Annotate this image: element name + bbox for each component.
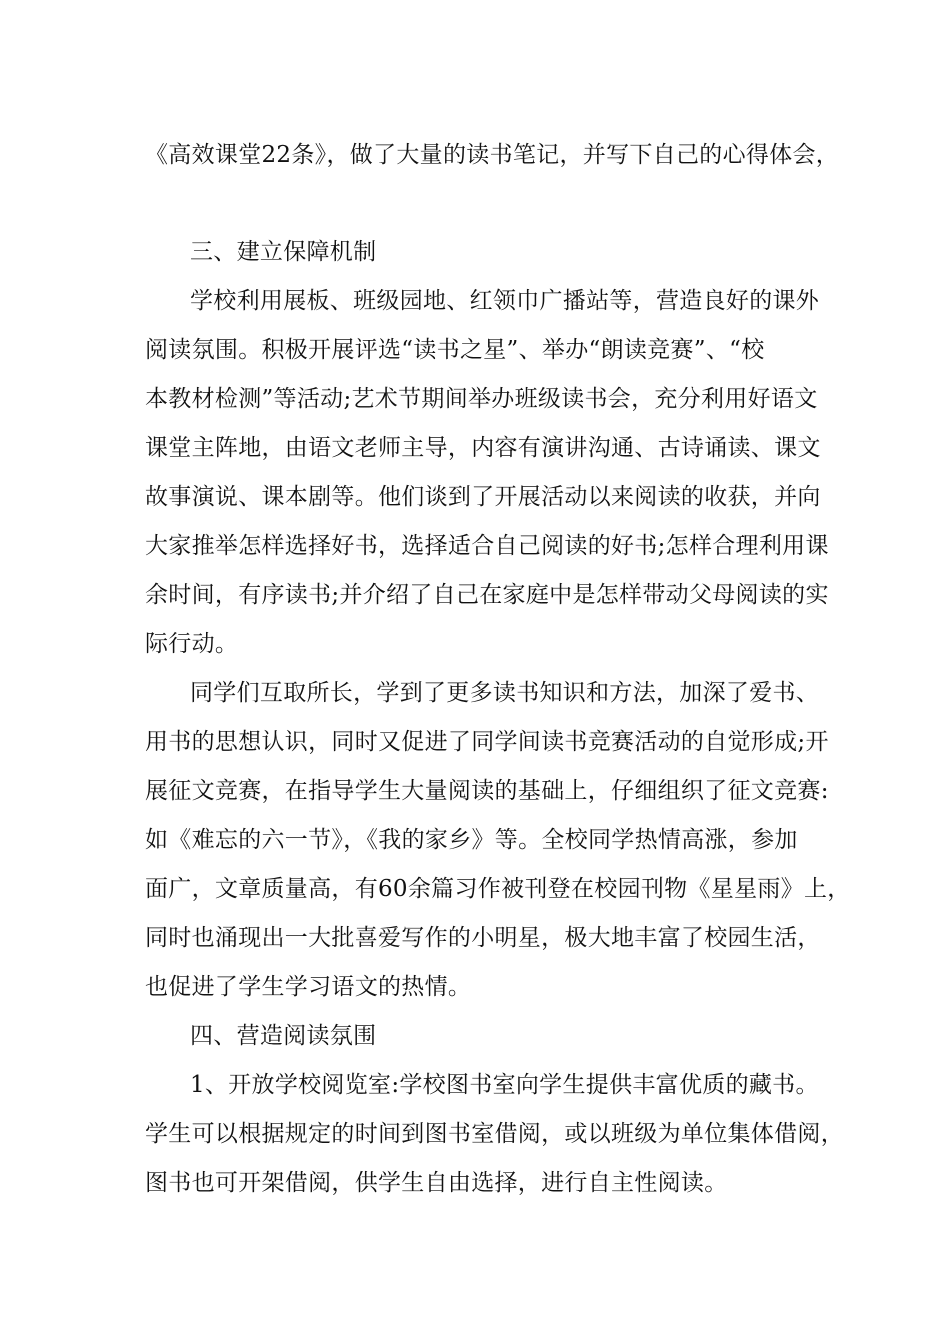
text-line-11: 同学们互取所长，学到了更多读书知识和方法，加深了爱书、 xyxy=(190,680,820,706)
text-line-12: 用书的思想认识，同时又促进了同学间读书竞赛活动的自觉形成;开 xyxy=(145,729,829,755)
text-line-10: 际行动。 xyxy=(145,631,239,657)
section-heading-4: 四、营造阅读氛围 xyxy=(190,1023,377,1049)
text-line-21: 图书也可开架借阅，供学生自由选择，进行自主性阅读。 xyxy=(145,1170,728,1196)
text-line-13: 展征文竞赛，在指导学生大量阅读的基础上，仔细组织了征文竞赛: xyxy=(145,778,829,804)
text-line-9: 余时间，有序读书;并介绍了自己在家庭中是怎样带动父母阅读的实 xyxy=(145,582,829,608)
text-line-17: 也促进了学生学习语文的热情。 xyxy=(145,974,472,1000)
text-line-5: 本教材检测”等活动;艺术节期间举办班级读书会，充分利用好语文 xyxy=(145,386,818,412)
text-line-3: 学校利用展板、班级园地、红领巾广播站等，营造良好的课外 xyxy=(190,288,820,314)
section-heading-3: 三、建立保障机制 xyxy=(190,239,377,265)
text-line-16: 同时也涌现出一大批喜爱写作的小明星，极大地丰富了校园生活， xyxy=(145,925,821,951)
text-line-1: 《高效课堂22条》，做了大量的读书笔记，并写下自己的心得体会， xyxy=(145,142,840,168)
text-line-20: 学生可以根据规定的时间到图书室借阅，或以班级为单位集体借阅， xyxy=(145,1121,844,1147)
text-line-8: 大家推举怎样选择好书，选择适合自己阅读的好书;怎样合理利用课 xyxy=(145,533,829,559)
text-line-7: 故事演说、课本剧等。他们谈到了开展活动以来阅读的收获，并向 xyxy=(145,484,821,510)
text-line-6: 课堂主阵地，由语文老师主导，内容有演讲沟通、古诗诵读、课文 xyxy=(145,435,821,461)
text-line-4: 阅读氛围。积极开展评选“读书之星”、举办“朗读竞赛”、“校 xyxy=(145,337,765,363)
text-line-19: 1、开放学校阅览室:学校图书室向学生提供丰富优质的藏书。 xyxy=(190,1072,819,1098)
text-line-15: 面广，文章质量高，有60余篇习作被刊登在校园刊物《星星雨》上， xyxy=(145,876,851,902)
text-line-14: 如《难忘的六一节》，《我的家乡》等。全校同学热情高涨，参加 xyxy=(145,827,798,853)
